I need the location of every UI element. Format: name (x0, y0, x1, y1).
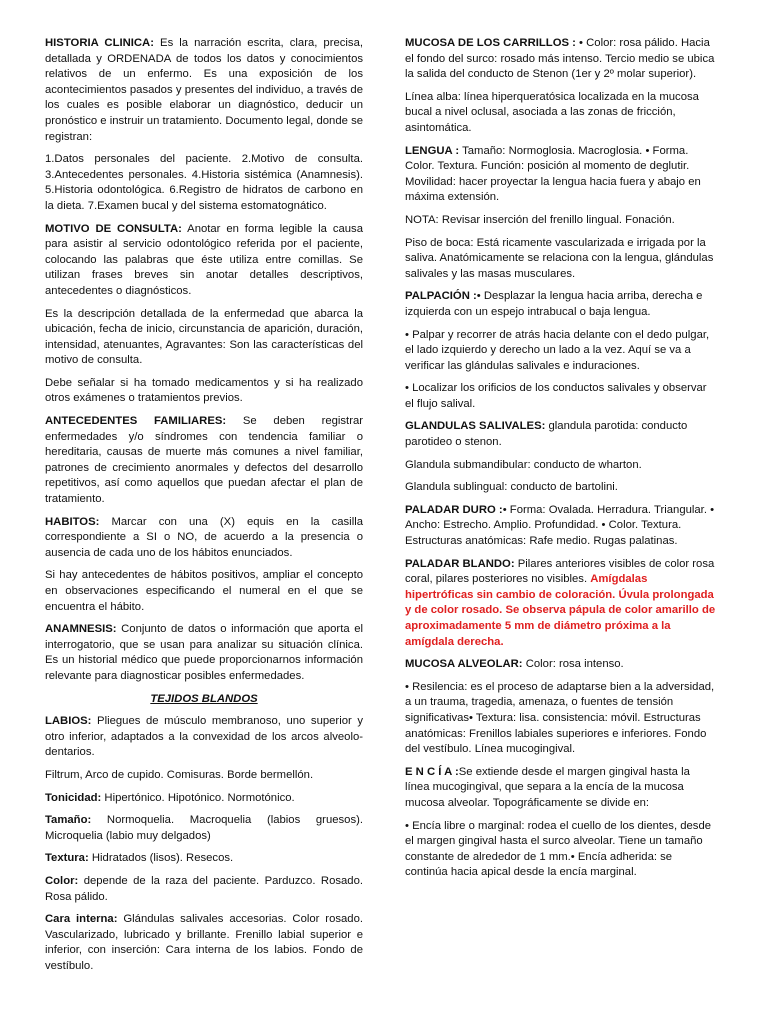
tejidos-blandos-heading: TEJIDOS BLANDOS (150, 692, 258, 705)
mucosa-carrillos-paragraph (405, 36, 716, 83)
piso-boca-paragraph (405, 236, 716, 283)
paragraph-label: Tonicidad: (45, 791, 102, 804)
textura-paragraph (45, 851, 363, 867)
paragraph-text: Glándulas salivales accesorias. Color rosado. Vascularizado, lubricado y brillante. Frenillo labial superior e inferior, con inserción: Cara interna de los labios. Fondo de vestíbulo. (45, 913, 363, 972)
paragraph-text: Se extiende desde el margen gingival hasta la línea mucogingival, que separa a la encía de la mucosa mucosa alveolar. Topográficamente se divide en: (405, 765, 690, 809)
paragraph-text: • Forma: Ovalada. Herradura. Triangular. • Ancho: Estrecho. Amplio. Profundidad. • Color. Textura. Estructuras anatómicas: Rafe medio. Rugas palatinas. (405, 503, 715, 548)
filtrum-paragraph (45, 768, 363, 784)
habitos-positivos-paragraph (45, 568, 363, 615)
linea-alba-paragraph (405, 90, 716, 137)
paragraph-text: Marcar con una (X) equis en la casilla correspondiente a SI o NO, de acuerdo a la presencia o ausencia de cada uno de los hábitos enunciados. (45, 515, 363, 559)
paragraph-text: Glandula sublingual: conducto de bartolini. (405, 481, 618, 494)
anamnesis-paragraph (45, 622, 363, 684)
paragraph-label: HISTORIA CLINICA: (45, 37, 154, 49)
tonicidad-paragraph (45, 791, 363, 807)
paragraph-text: Se deben registrar enfermedades y/o síndromes con tendencia familiar o hereditaria, causas de muerte más comunes a nivel familiar, patrones de crecimiento anormales y defectos del desarrollo repetitivos, así como aquellos que puedan afectar el plan de tratamiento. (45, 415, 363, 506)
paragraph-label: PALADAR DURO : (405, 503, 503, 516)
paragraph-text: Glandula submandibular: conducto de wharton. (405, 458, 642, 471)
paragraph-label: PALADAR BLANDO: (405, 557, 515, 570)
paragraph-label: E N C Í A : (405, 765, 459, 778)
resilencia-paragraph (405, 680, 716, 758)
tejidos-heading-wrap (45, 692, 363, 708)
right-column (405, 36, 716, 888)
tamano-paragraph (45, 813, 363, 844)
glandulas-salivales-paragraph (405, 419, 716, 450)
encia-libre-paragraph (405, 819, 716, 881)
paragraph-label: HABITOS: (45, 515, 100, 528)
paragraph-label: Textura: (45, 852, 89, 865)
paragraph-text: Anotar en forma legible la causa para asistir al servicio odontológico referida por el paciente, colocando las palabras que éste utiliza entre comillas. Se utilizan frases breves sin anotar detalles descriptivos, antecedentes o diagnósticos. (45, 222, 363, 297)
paragraph-label: PALPACIÓN : (405, 290, 477, 303)
paragraph-text: Conjunto de datos o información que aporta el interrogatorio, que se usan para analizar su situación clínica. Es un historial médico que puede proporcionarnos información relevante para diagnosticar posibles enfermedades. (45, 623, 363, 682)
paragraph-label: Cara interna: (45, 913, 118, 926)
nota-paragraph (405, 213, 716, 229)
paragraph-label: MUCOSA DE LOS CARRILLOS : (405, 37, 576, 49)
left-column (45, 36, 363, 981)
descripcion-paragraph (45, 307, 363, 369)
cara-interna-paragraph (45, 912, 363, 974)
paragraph-text: Pliegues de músculo membranoso, uno superior y otro inferior, adaptados a la convexidad de los arcos alveolo-dentarios. (45, 715, 363, 759)
paragraph-label: ANAMNESIS: (45, 623, 117, 636)
paragraph-label: LENGUA : (405, 144, 460, 157)
paragraph-highlight: Amígdalas hipertróficas sin cambio de coloración. Úvula prolongada y de color rosado. Se observa pápula de color amarillo de aproximadamente 5 mm de diámetro próxima a la amígdala derecha. (405, 573, 716, 648)
paragraph-label: GLANDULAS SALIVALES: (405, 420, 546, 433)
paragraph-label: Tamaño: (45, 814, 92, 827)
mucosa-alveolar-paragraph (405, 657, 716, 673)
palpacion-paragraph (405, 289, 716, 320)
paragraph-text: Filtrum, Arco de cupido. Comisuras. Borde bermellón. (45, 768, 314, 781)
labios-paragraph (45, 714, 363, 761)
paragraph-label: MUCOSA ALVEOLAR: (405, 658, 523, 671)
glandula-sublingual-paragraph (405, 480, 716, 496)
paragraph-label: LABIOS: (45, 715, 92, 728)
paragraph-text: NOTA: Revisar inserción del frenillo lingual. Fonación. (405, 213, 675, 226)
habitos-paragraph (45, 515, 363, 562)
paragraph-text: Piso de boca: Está ricamente vascularizada e irrigada por la saliva. Anatómicamente se relaciona con la lengua, glándulas salivales y las masas musculares. (405, 236, 714, 280)
paragraph-text: Tamaño: Normoglosia. Macroglosia. • Forma. Color. Textura. Función: posición al momento de deglutir. Movilidad: hacer proyectar la lengua hacia fuera y abajo en máxima extensión. (405, 144, 701, 204)
paragraph-text: • Resilencia: es el proceso de adaptarse bien a la adversidad, a un trauma, tragedia, amenaza, o fuentes de tensión significativas• Textura: lisa. consistencia: móvil. Estructuras anatómicas: Frenillos labiales superiores e inferiores. Fondo del vestíbulo. Línea mucogingival. (405, 680, 715, 756)
localizar-paragraph (405, 381, 716, 412)
paragraph-text: glandula parotida: conducto parotideo o stenon. (405, 420, 688, 449)
registro-list-paragraph (45, 152, 363, 214)
palpar-paragraph (405, 328, 716, 375)
paragraph-label: MOTIVO DE CONSULTA: (45, 222, 182, 235)
paragraph-text: Pilares anteriores visibles de color rosa coral, pilares posteriores no visibles. (405, 557, 715, 586)
paragraph-text: • Palpar y recorrer de atrás hacia delante con el dedo pulgar, el lado izquierdo y derecho un lado a la vez. Aquí se va a verificar las glándulas salivales e induraciones. (405, 328, 710, 372)
paladar-blando-paragraph (405, 557, 716, 651)
paladar-duro-paragraph (405, 503, 716, 550)
paragraph-label: ANTECEDENTES FAMILIARES: (45, 415, 227, 428)
paragraph-text: • Localizar los orificios de los conductos salivales y observar el flujo salival. (405, 382, 707, 410)
paragraph-text: Es la narración escrita, clara, precisa, detallada y ORDENADA de todos los datos y conocimientos relativos de un enfermo. Es una exposición de los acontecimientos pasados y presentes del individuo, a través de los cuales es posible elaborar un diagnóstico, deducir un pronóstico e instruir un tratamiento. Documento legal, donde se registran: (45, 37, 363, 143)
paragraph-text: Línea alba: línea hiperqueratósica localizada en la mucosa bucal a nivel oclusal, asociada a las zonas de fricción, asintomática. (405, 90, 699, 134)
paragraph-text: Si hay antecedentes de hábitos positivos, ampliar el concepto en observaciones especificando el numeral en el que se encuentra el hábito. (45, 569, 363, 613)
paragraph-text: depende de la raza del paciente. Parduzco. Rosado. Rosa pálido. (45, 874, 363, 903)
paragraph-text: Hipertónico. Hipotónico. Normotónico. (101, 791, 295, 804)
paragraph-text: Hidratados (lisos). Resecos. (88, 852, 234, 865)
paragraph-text: Es la descripción detallada de la enfermedad que abarca la ubicación, fecha de inicio, circunstancia de aparición, duración, intensidad, atenuantes, Agravantes: Son las características del motivo de consulta. (45, 307, 363, 367)
motivo-consulta-paragraph (45, 222, 363, 300)
antecedentes-familiares-paragraph (45, 414, 363, 508)
paragraph-text: 1.Datos personales del paciente. 2.Motivo de consulta. 3.Antecedentes personales. 4.Historia sistémica (Anamnesis). 5.Historia odontológica. 6.Registro de hidratos de carbono en la dieta. 7.Examen bucal y del sistema estomatognático. (45, 153, 363, 212)
paragraph-text: Debe señalar si ha tomado medicamentos y si ha realizado otros exámenes o tratamientos previos. (45, 376, 363, 405)
paragraph-text: • Encía libre o marginal: rodea el cuello de los dientes, desde el margen gingival hasta el surco alveolar. Tiene un tamaño constante de alrededor de 1 mm.• Encía adherida: se continúa hacia apical desde la encía marginal. (405, 819, 712, 879)
paragraph-text: • Color: rosa pálido. Hacia el fondo del surco: rosado más intenso. Tercio medio se ubica la salida del conducto de Stenon (1er y 2º molar superior). (405, 37, 715, 81)
color-paragraph (45, 874, 363, 905)
medicamentos-paragraph (45, 376, 363, 407)
paragraph-text: • Desplazar la lengua hacia arriba, derecha e izquierda con un espejo intrabucal o baja lengua. (405, 290, 703, 318)
glandula-submandibular-paragraph (405, 458, 716, 474)
paragraph-text: Normoquelia. Macroquelia (labios gruesos). Microquelia (labio muy delgados) (45, 814, 363, 842)
historia-clinica-paragraph (45, 36, 363, 145)
paragraph-label: Color: (45, 874, 79, 887)
paragraph-text: Color: rosa intenso. (522, 658, 624, 671)
lengua-paragraph (405, 144, 716, 206)
encia-paragraph (405, 765, 716, 812)
